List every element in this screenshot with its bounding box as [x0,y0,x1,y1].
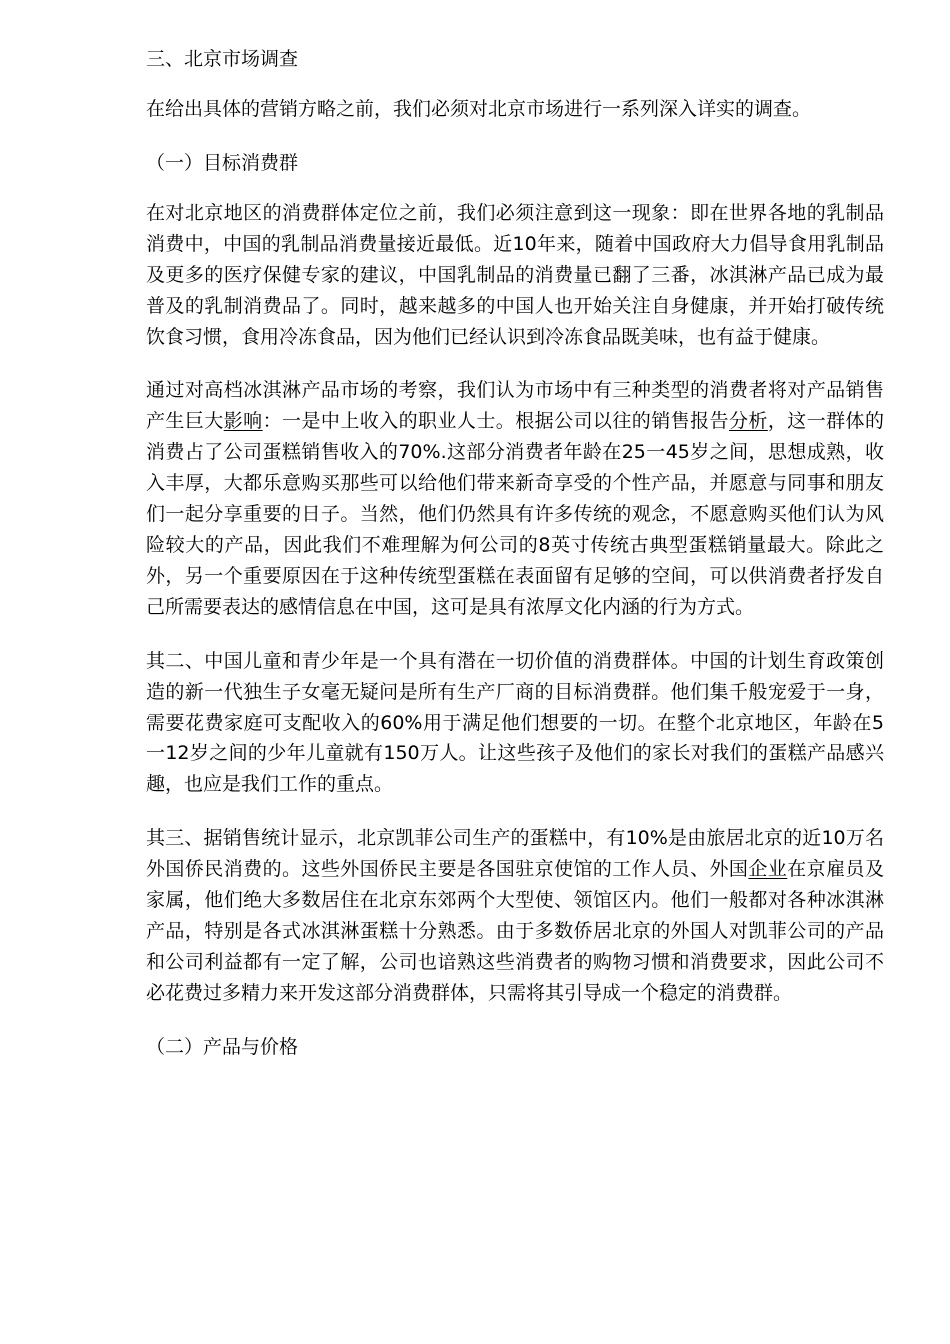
section-title: 三、北京市场调查 [146,48,299,70]
p2-text-3: ，这一群体的消费占了公司蛋糕销售收入的70%.这部分消费者年龄在25一45岁之间，思想成熟，收入丰厚，大都乐意购买那些可以给他们带来新奇享受的个性产品，并愿意与同事和朋友们一起分享重要的日子。当然，他们仍然具有许多传统的观念，不愿意购买他们认为风险较大的产品，因此我们不难理解为何公司的8英寸传统古典型蛋糕销量最大。除此之外，另一个重要原因在于这种传统型蛋糕在表面留有足够的空间，可以供消费者抒发自己所需要表达的感情信息在中国，这可是具有浓厚文化内涵的行为方式。 [146,410,884,618]
paragraph-professionals [146,375,884,622]
p2-text-1: 通过对高档冰淇淋产品市场的考察，我们认为市场中有三种类型的消费者将对产品销售产生巨大 [146,379,884,433]
paragraph-expatriates [146,823,884,1008]
document-page [146,44,884,1062]
link-influence[interactable]: 影响 [223,410,263,433]
intro-paragraph: 在给出具体的营销方略之前，我们必须对北京市场进行一系列深入详实的调查。 [146,98,812,120]
p2-text-2: ：一是中上收入的职业人士。根据公司以往的销售报告 [262,410,729,433]
p4-text-2: 在京雇员及家属，他们绝大多数居住在北京东郊两个大型使、领馆区内。他们一般都对各种冰淇淋产品，特别是各式冰淇淋蛋糕十分熟悉。由于多数侨居北京的外国人对凯菲公司的产品和公司利益都有一定了解，公司也谙熟这些消费者的购物习惯和消费要求，因此公司不必花费过多精力来开发这部分消费群体，只需将其引导成一个稳定的消费群。 [146,858,884,1004]
p4-text-1: 其三、据销售统计显示，北京凯菲公司生产的蛋糕中，有10%是由旅居北京的近10万名外国侨民消费的。这些外国侨民主要是各国驻京使馆的工作人员、外国 [146,827,884,881]
paragraph-consumption-background: 在对北京地区的消费群体定位之前，我们必须注意到这一现象：即在世界各地的乳制品消费中，中国的乳制品消费量接近最低。近10年来，随着中国政府大力倡导食用乳制品及更多的医疗保健专家的建议，中国乳制品的消费量已翻了三番，冰淇淋产品已成为最普及的乳制消费品了。同时，越来越多的中国人也开始关注自身健康，并开始打破传统饮食习惯，食用冷冻食品，因为他们已经认识到冷冻食品既美味，也有益于健康。 [146,201,884,348]
paragraph-children: 其二、中国儿童和青少年是一个具有潜在一切价值的消费群体。中国的计划生育政策创造的新一代独生子女毫无疑问是所有生产厂商的目标消费群。他们集千般宠爱于一身，需要花费家庭可支配收入的60%用于满足他们想要的一切。在整个北京地区，年龄在5一12岁之间的少年儿童就有150万人。让这些孩子及他们的家长对我们的蛋糕产品感兴趣，也应是我们工作的重点。 [146,649,884,796]
link-enterprise[interactable]: 企业 [748,858,788,881]
subsection-title-product-price: （二）产品与价格 [146,1035,299,1058]
subsection-title-target-consumers: （一）目标消费群 [146,151,299,174]
link-analysis[interactable]: 分析 [728,410,768,433]
